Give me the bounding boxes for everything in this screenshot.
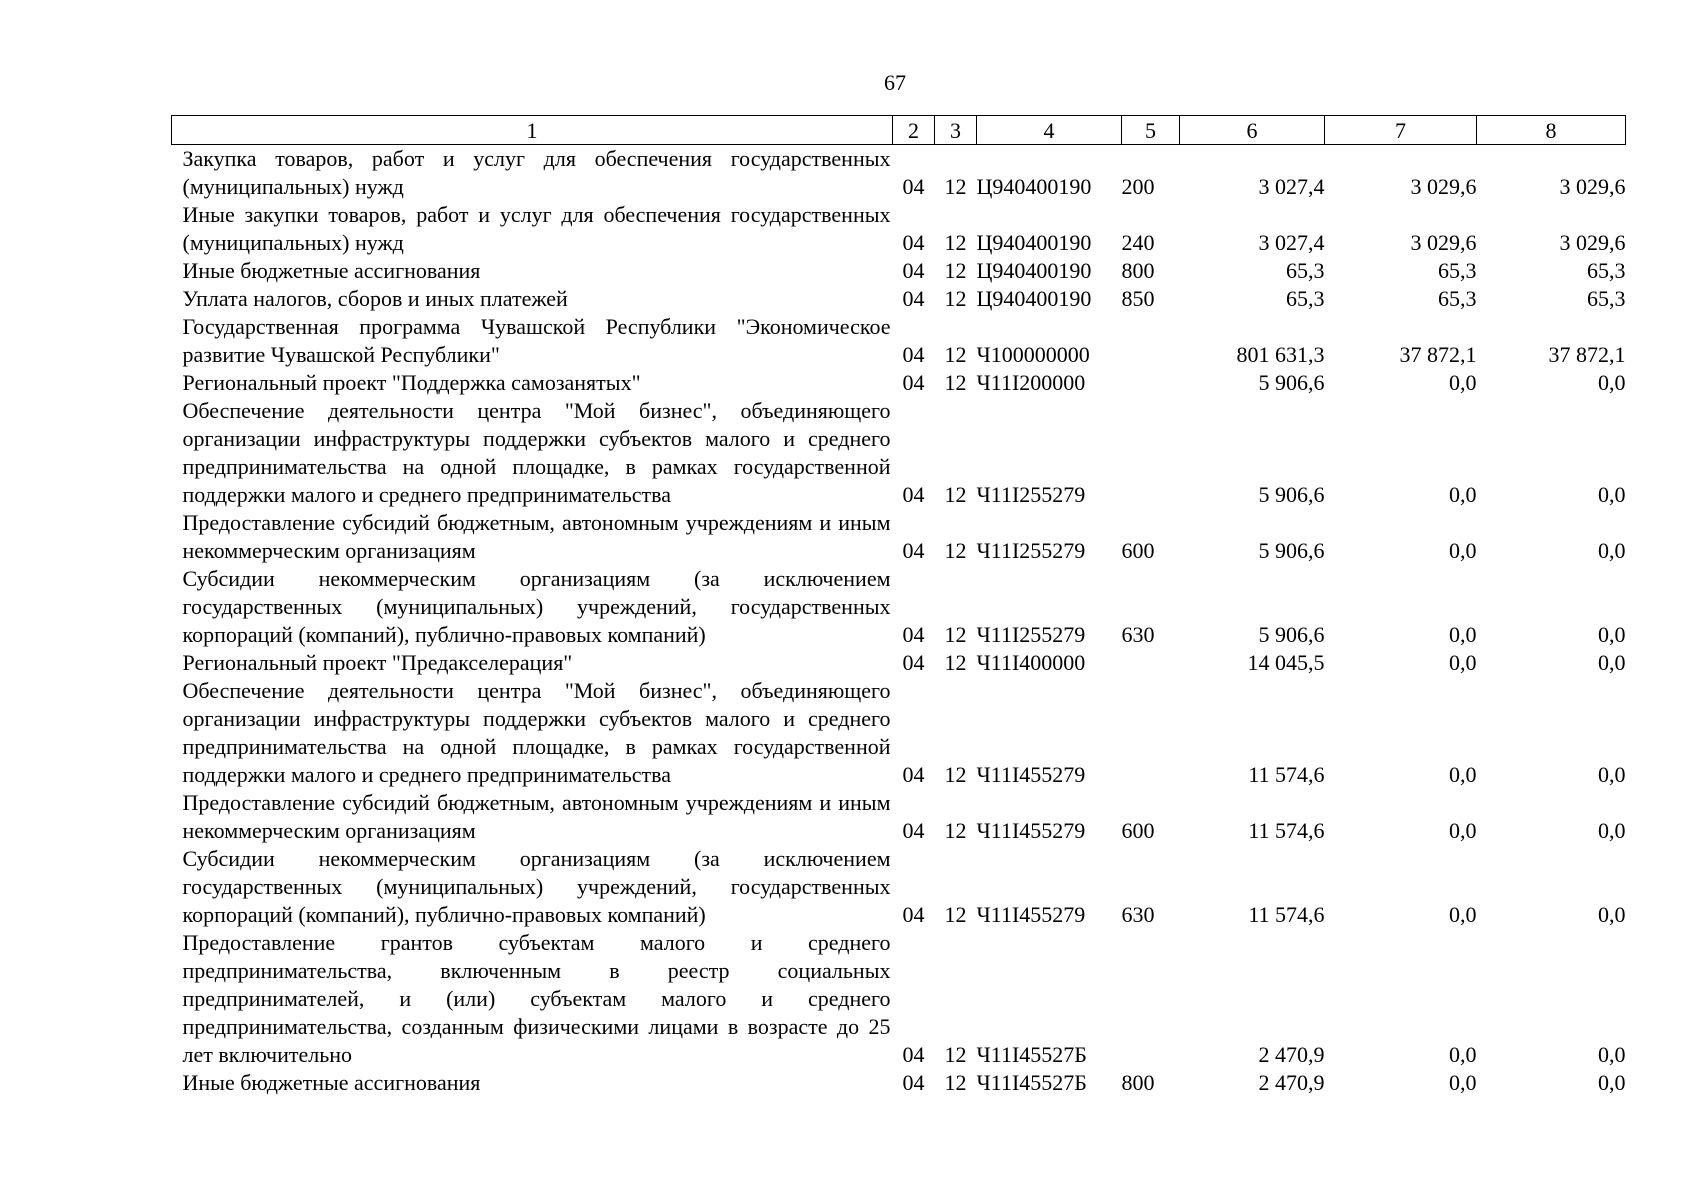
table-row [172,845,1626,929]
row-section-code: 04 [902,342,925,367]
row-amount-year-1: 5 906,6 [1258,370,1325,395]
table-row [172,397,1626,509]
row-amount-year-2: 37 872,1 [1399,342,1477,367]
row-section-code: 04 [902,818,925,843]
row-description: Предоставление субсидий бюджетным, автономным учреждениям и иным некоммерческим организациям [182,510,891,563]
row-amount-year-3: 0,0 [1598,762,1626,787]
table-row [172,285,1626,313]
table-row [172,509,1626,565]
row-amount-year-1: 2 470,9 [1258,1070,1325,1095]
row-subsection-code: 12 [944,650,967,675]
row-target-article: Ч11I455279 [976,902,1086,927]
row-subsection-code: 12 [944,258,967,283]
row-amount-year-1: 65,3 [1286,258,1325,283]
row-subsection-code: 12 [944,370,967,395]
header-col-8: 8 [1477,116,1626,145]
row-amount-year-1: 11 574,6 [1248,902,1325,927]
row-section-code: 04 [902,370,925,395]
row-expense-type: 630 [1121,902,1155,927]
table-row [172,369,1626,397]
row-target-article: Ц940400190 [976,258,1092,283]
row-amount-year-1: 14 045,5 [1247,650,1325,675]
row-section-code: 04 [902,258,925,283]
row-expense-type: 800 [1121,258,1155,283]
row-amount-year-2: 0,0 [1449,818,1477,843]
row-expense-type: 240 [1121,230,1155,255]
row-amount-year-3: 0,0 [1598,818,1626,843]
row-description: Предоставление грантов субъектам малого и среднего предпринимательства, включенным в реестр социальных предпринимателей, и (или) субъектам малого и среднего предпринимательства, созданным физическими лицами в возрасте до 25 лет включительно [182,930,891,1067]
row-section-code: 04 [902,622,925,647]
row-amount-year-2: 0,0 [1449,1070,1477,1095]
row-description: Региональный проект "Поддержка самозанятых" [182,370,641,395]
row-subsection-code: 12 [944,286,967,311]
row-amount-year-3: 37 872,1 [1548,342,1626,367]
row-target-article: Ч11I200000 [976,370,1086,395]
row-description: Обеспечение деятельности центра "Мой бизнес", объединяющего организации инфраструктуры поддержки субъектов малого и среднего предпринимательства на одной площадке, в рамках государственной поддержки малого и среднего предпринимательства [182,678,891,787]
row-description: Субсидии некоммерческим организациям (за исключением государственных (муниципальных) учреждений, государственных корпораций (компаний), публично-правовых компаний) [182,846,891,927]
row-expense-type [1122,397,1180,509]
header-col-7: 7 [1325,116,1477,145]
row-section-code: 04 [902,538,925,563]
row-target-article: Ч11I45527Б [976,1042,1087,1067]
row-expense-type [1122,677,1180,789]
table-header-row [172,116,1626,145]
row-section-code: 04 [902,286,925,311]
row-expense-type: 630 [1121,622,1155,647]
row-description: Уплата налогов, сборов и иных платежей [182,286,568,311]
row-expense-type [1122,369,1180,397]
row-section-code: 04 [902,650,925,675]
header-col-4: 4 [977,116,1122,145]
header-col-1: 1 [172,116,893,145]
row-target-article: Ч11I255279 [976,622,1086,647]
budget-table [171,115,1626,1097]
row-amount-year-3: 0,0 [1598,622,1626,647]
row-subsection-code: 12 [944,902,967,927]
row-amount-year-2: 0,0 [1449,538,1477,563]
row-target-article: Ч11I455279 [976,818,1086,843]
row-amount-year-3: 0,0 [1598,538,1626,563]
row-amount-year-1: 5 906,6 [1258,482,1325,507]
row-amount-year-3: 65,3 [1587,258,1626,283]
row-amount-year-2: 0,0 [1449,482,1477,507]
row-amount-year-3: 0,0 [1598,370,1626,395]
row-target-article: Ц940400190 [976,174,1092,199]
row-target-article: Ч11I400000 [976,650,1086,675]
row-section-code: 04 [902,482,925,507]
row-section-code: 04 [902,902,925,927]
table-row [172,677,1626,789]
row-subsection-code: 12 [944,482,967,507]
row-amount-year-3: 0,0 [1598,650,1626,675]
row-amount-year-3: 3 029,6 [1559,230,1626,255]
row-amount-year-1: 5 906,6 [1258,622,1325,647]
row-description: Иные бюджетные ассигнования [182,258,481,283]
row-description: Иные бюджетные ассигнования [182,1070,481,1095]
page-number: 67 [884,70,906,95]
row-section-code: 04 [902,1070,925,1095]
row-target-article: Ч11I255279 [976,482,1086,507]
row-amount-year-1: 2 470,9 [1258,1042,1325,1067]
row-amount-year-3: 3 029,6 [1559,174,1626,199]
row-subsection-code: 12 [944,230,967,255]
row-expense-type [1122,313,1180,369]
row-description: Региональный проект "Предакселерация" [182,650,573,675]
row-amount-year-1: 801 631,3 [1236,342,1325,367]
row-target-article: Ч11I255279 [976,538,1086,563]
table-row [172,257,1626,285]
row-subsection-code: 12 [944,818,967,843]
row-amount-year-2: 65,3 [1438,258,1477,283]
row-amount-year-2: 3 029,6 [1410,174,1477,199]
row-subsection-code: 12 [944,342,967,367]
row-amount-year-1: 3 027,4 [1258,230,1325,255]
row-target-article: Ч100000000 [976,342,1090,367]
row-description: Обеспечение деятельности центра "Мой бизнес", объединяющего организации инфраструктуры поддержки субъектов малого и среднего предпринимательства на одной площадке, в рамках государственной поддержки малого и среднего предпринимательства [182,398,891,507]
row-subsection-code: 12 [944,762,967,787]
row-description: Иные закупки товаров, работ и услуг для обеспечения государственных (муниципальных) нужд [182,202,891,255]
row-expense-type: 600 [1121,818,1155,843]
table-row [172,313,1626,369]
row-amount-year-2: 0,0 [1449,902,1477,927]
table-row [172,649,1626,677]
row-amount-year-1: 11 574,6 [1248,818,1325,843]
row-description: Субсидии некоммерческим организациям (за исключением государственных (муниципальных) учреждений, государственных корпораций (компаний), публично-правовых компаний) [182,566,891,647]
row-target-article: Ц940400190 [976,286,1092,311]
row-expense-type: 200 [1121,174,1155,199]
row-target-article: Ч11I45527Б [976,1070,1087,1095]
row-amount-year-2: 0,0 [1449,762,1477,787]
header-col-6: 6 [1180,116,1325,145]
row-subsection-code: 12 [944,1042,967,1067]
row-expense-type [1122,649,1180,677]
row-expense-type: 800 [1121,1070,1155,1095]
row-amount-year-3: 0,0 [1598,1042,1626,1067]
row-description: Предоставление субсидий бюджетным, автономным учреждениям и иным некоммерческим организациям [182,790,891,843]
row-amount-year-2: 65,3 [1438,286,1477,311]
header-col-2: 2 [893,116,935,145]
row-expense-type: 600 [1121,538,1155,563]
row-amount-year-2: 0,0 [1449,650,1477,675]
row-subsection-code: 12 [944,1070,967,1095]
table-row [172,201,1626,257]
table-row [172,929,1626,1069]
row-amount-year-3: 65,3 [1587,286,1626,311]
row-amount-year-3: 0,0 [1598,1070,1626,1095]
row-description: Государственная программа Чувашской Республики "Экономическое развитие Чувашской Республики" [182,314,891,367]
table-body [172,145,1626,1098]
row-amount-year-2: 0,0 [1449,1042,1477,1067]
row-description: Закупка товаров, работ и услуг для обеспечения государственных (муниципальных) нужд [182,146,891,199]
row-expense-type [1122,929,1180,1069]
row-subsection-code: 12 [944,622,967,647]
table-row [172,145,1626,202]
row-target-article: Ц940400190 [976,230,1092,255]
table-row [172,565,1626,649]
row-target-article: Ч11I455279 [976,762,1086,787]
row-amount-year-3: 0,0 [1598,902,1626,927]
row-subsection-code: 12 [944,538,967,563]
row-subsection-code: 12 [944,174,967,199]
row-section-code: 04 [902,174,925,199]
row-amount-year-2: 0,0 [1449,370,1477,395]
row-section-code: 04 [902,1042,925,1067]
row-amount-year-1: 65,3 [1286,286,1325,311]
row-section-code: 04 [902,230,925,255]
row-amount-year-2: 3 029,6 [1410,230,1477,255]
row-amount-year-2: 0,0 [1449,622,1477,647]
table-row [172,1069,1626,1097]
row-amount-year-1: 11 574,6 [1248,762,1325,787]
row-section-code: 04 [902,762,925,787]
row-amount-year-1: 3 027,4 [1258,174,1325,199]
row-amount-year-1: 5 906,6 [1258,538,1325,563]
table-row [172,789,1626,845]
header-col-5: 5 [1122,116,1180,145]
header-col-3: 3 [935,116,977,145]
row-expense-type: 850 [1121,286,1155,311]
row-amount-year-3: 0,0 [1598,482,1626,507]
